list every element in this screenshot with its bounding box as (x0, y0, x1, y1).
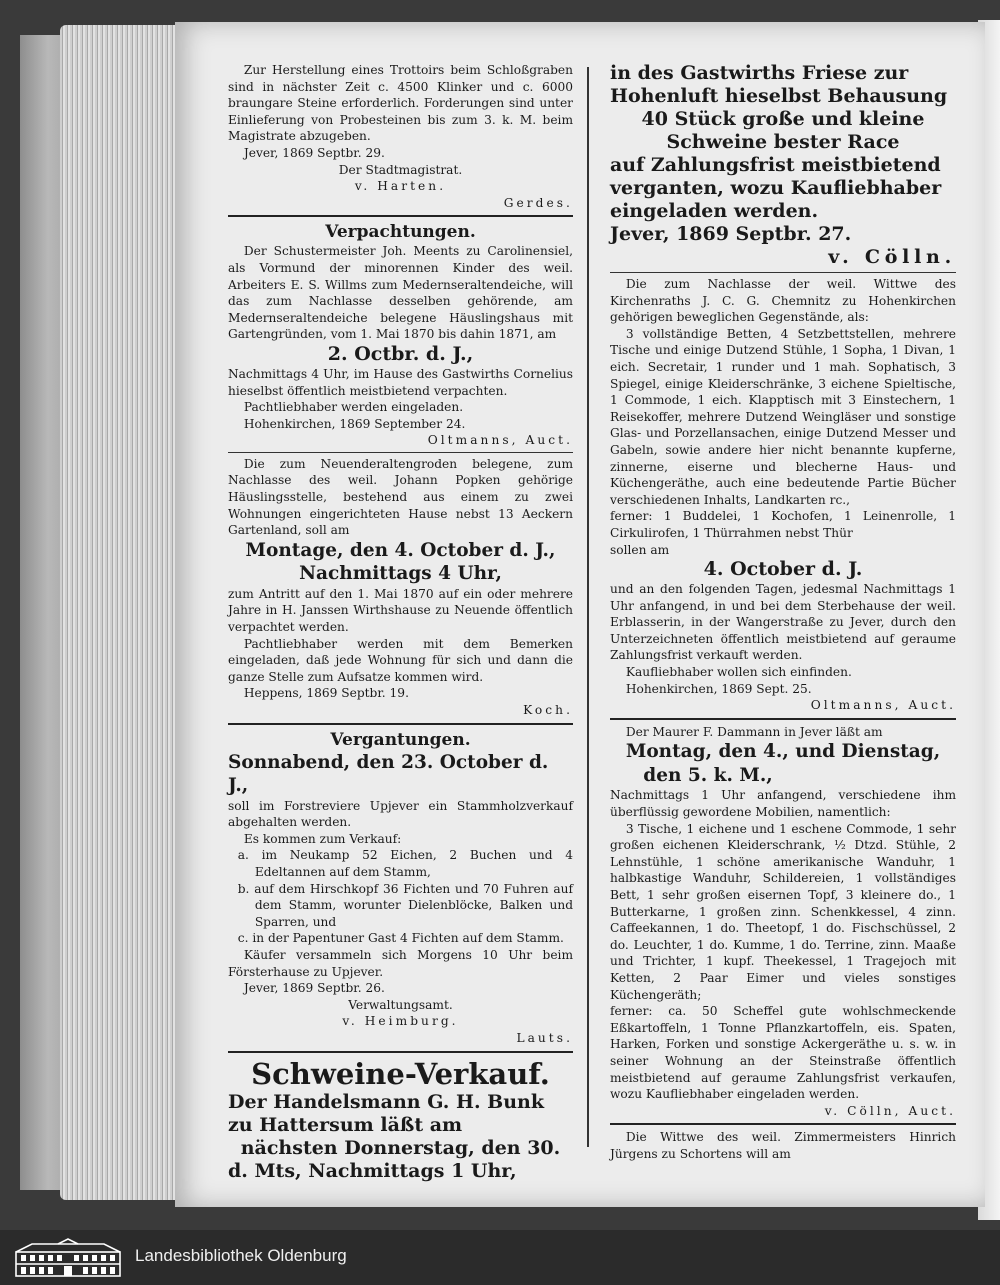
trottoir-notice-authority: Der Stadtmagistrat. (338, 162, 463, 177)
section-rule (610, 1123, 956, 1125)
pig-sale-cont-line2: 40 Stück große und kleine Schweine bester Race (641, 108, 925, 153)
footer-bar (0, 1230, 1000, 1285)
chemnitz-notice-ferner: ferner: 1 Buddelei, 1 Kochofen, 1 Leinenrolle, 1 Cirkulirofen, 1 Thürrahmen nebst Thür (610, 509, 956, 540)
dammann-notice-text: Nachmittags 1 Uhr anfangend, verschiedene ihm überflüssig gewordene Mobilien, namentlich: (610, 788, 956, 820)
forest-notice-name1: v. Heimburg. (342, 1014, 459, 1029)
section-rule (610, 718, 956, 720)
forest-notice-authority: Verwaltungsamt. (348, 997, 453, 1012)
meents-notice-invite: Pachtliebhaber werden eingeladen. (243, 400, 464, 415)
meents-notice-text: Der Schustermeister Joh. Meents zu Carolinensiel, als Vormund der minorennen Kinder des weil. Arbeiters E. S. Willms zum Medernseraltendeiche, will das zum Nachlasse desselben gehörende, am Medernseraltendeiche belegene Häuslingshaus mit Gartengründen, vom 1. Mai 1870 bis dahin 1871, am (228, 244, 573, 342)
trottoir-notice-date: Jever, 1869 Septbr. 29. (243, 145, 385, 160)
library-name: Landesbibliothek Oldenburg (135, 1246, 347, 1265)
popken-notice-text2: zum Antritt auf den 1. Mai 1870 auf ein oder mehrere Jahre in H. Janssen Wirthshause zu Neuende öffentlich verpachtet werden. (228, 586, 573, 635)
trottoir-notice-text: Zur Herstellung eines Trottoirs beim Schloßgraben sind in nächster Zeit c. 4500 Klinker und c. 6000 braungare Steine erforderlich. Forderungen sind unter Einlieferung von Probesteinen bis zum 3. k. M. beim Magistrate abzugeben. (228, 63, 573, 144)
trottoir-notice-name2: Gerdes. (503, 195, 573, 210)
popken-notice-place-date: Heppens, 1869 Septbr. 19. (243, 686, 409, 701)
forest-notice-intro: Es kommen zum Verkauf: (243, 831, 402, 846)
right-column (610, 62, 956, 1163)
pig-sale-cont-line1: in des Gastwirths Friese zur Hohenluft hieselbst Behausung (610, 62, 948, 107)
meents-notice-signature: Oltmanns, Auct. (427, 433, 573, 448)
forest-notice-item-c: c. in der Papentuner Gast 4 Fichten auf dem Stamm. (237, 931, 564, 946)
chemnitz-notice-date: 4. October d. J. (703, 558, 863, 581)
dammann-notice-signature: v. Cölln, Auct. (824, 1103, 956, 1118)
dammann-notice-date2: den 5. k. M., (643, 764, 773, 786)
left-column (228, 62, 573, 1183)
chemnitz-notice-invite: Kaufliebhaber wollen sich einfinden. (625, 665, 852, 680)
meents-notice-place-date: Hohenkirchen, 1869 September 24. (243, 416, 466, 431)
juergens-notice-text: Die Wittwe des weil. Zimmermeisters Hinrich Jürgens zu Schortens will am (610, 1130, 956, 1161)
dammann-notice-date1: Montag, den 4., und Dienstag, (625, 741, 941, 763)
pig-sale-line4: d. Mts, Nachmittags 1 Uhr, (228, 1159, 517, 1182)
forest-notice-date-line: Jever, 1869 Septbr. 26. (243, 981, 385, 996)
forest-notice-date: Sonnabend, den 23. October d. J., (228, 751, 549, 797)
forest-notice-meeting: Käufer versammeln sich Morgens 10 Uhr beim Försterhause zu Upjever. (228, 947, 573, 979)
notice-rule (610, 272, 956, 273)
section-rule (228, 215, 573, 217)
pig-sale-cont-date: Jever, 1869 Septbr. 27. (610, 223, 852, 245)
chemnitz-notice-sollen: sollen am (610, 542, 670, 557)
dammann-notice-intro: Der Maurer F. Dammann in Jever läßt am (625, 724, 883, 739)
chemnitz-notice-items: 3 vollständige Betten, 4 Setzbettstellen, mehrere Tische und einige Dutzend Stühle, 1 Sopha, 1 Divan, 1 eich. Secretair, 1 runder und 1 mah. Sophatisch, 3 Spiegel, einige Kleiderschränke, 3 eichene Spieltische, 1 Commode, 1 eich. Klapptisch mit 3 Einstechern, 1 Reisekoffer, mehrere Dutzend Weingläser und sonstige Glas- und Porzellansachen, einige Dutzend Messer und Gabeln, sowie andere hier nicht benannte kupferne, zinnerne, eiserne und blecherne Haus- und Küchengeräthe, auch eine bedeutende Partie Bücher verschiedenen Inhalts, Landkarten rc., (610, 326, 956, 507)
notice-rule (228, 452, 573, 453)
forest-notice-item-a: a. im Neukamp 52 Eichen, 2 Buchen und 4 Edeltannen auf dem Stamm, (237, 848, 573, 879)
heading-pig-sale: Schweine-Verkauf. (251, 1056, 550, 1091)
section-rule (228, 1051, 573, 1053)
section-rule (228, 723, 573, 725)
book-page-edges (60, 25, 180, 1200)
pig-sale-line3: nächsten Donnerstag, den 30. (240, 1136, 561, 1159)
forest-notice-text: soll im Forstreviere Upjever ein Stammholzverkauf abgehalten werden. (228, 798, 573, 830)
pig-sale-cont-line3: auf Zahlungsfrist meistbietend verganten, wozu Kaufliebhaber eingeladen werden. (610, 154, 942, 222)
popken-notice-text: Die zum Neuenderaltengroden belegene, zum Nachlasse des weil. Johann Popken gehörige Häuslingsstelle, bestehend aus einem zu zwei Wohnungen eingerichteten Hause nebst 13 Aeckern Gartenland, soll am (228, 456, 573, 538)
popken-notice-date2: Nachmittags 4 Uhr, (299, 563, 502, 585)
meents-notice-date: 2. Octbr. d. J., (327, 342, 474, 365)
popken-notice-date1: Montage, den 4. October d. J., (245, 539, 556, 561)
column-divider (587, 67, 589, 1147)
newspaper-page (175, 22, 985, 1207)
dammann-notice-ferner: ferner: ca. 50 Scheffel gute wohlschmeckende Eßkartoffeln, 1 Tonne Pflanzkartoffeln, eis. Spaten, Harken, Forken und sonstige Ackergeräthe u. s. w. in seiner Wohnung an der Steinstraße öffentlich meistbietend auf geraume Zahlungsfrist verkaufen, wozu Kaufliebhaber eingeladen werden. (610, 1004, 956, 1102)
forest-notice-item-b: b. auf dem Hirschkopf 36 Fichten und 70 Fuhren auf dem Stamm, worunter Dielenblöcke, Balken und Sparren, und (237, 881, 573, 929)
meents-notice-text2: Nachmittags 4 Uhr, im Hause des Gastwirths Cornelius hieselbst öffentlich meistbietend verpachten. (228, 366, 573, 398)
pig-sale-cont-signature: v. Cölln. (828, 246, 956, 268)
heading-auctions: Vergantungen. (330, 729, 471, 750)
popken-notice-text3: Pachtliebhaber werden mit dem Bemerken eingeladen, daß jede Wohnung für sich und dann die ganze Stelle zum Aufsatze kommen wird. (228, 636, 573, 684)
heading-leases: Verpachtungen. (325, 222, 476, 243)
library-building-icon (12, 1238, 124, 1278)
chemnitz-notice-text: Die zum Nachlasse der weil. Wittwe des Kirchenraths J. C. G. Chemnitz zu Hohenkirchen gehörigen beweglichen Gegenstände, als: (610, 277, 956, 325)
pig-sale-line1: Der Handelsmann G. H. Bunk (228, 1090, 545, 1113)
chemnitz-notice-text2: und an den folgenden Tagen, jedesmal Nachmittags 1 Uhr anfangend, in und bei dem Sterbehause der weil. Erblasserin, in der Wangerstraße zu Jever, durch den Unterzeichneten öffentlich meistbietend auf geraume Zahlungsfrist verkauft werden. (610, 582, 956, 663)
trottoir-notice-name1: v. Harten. (354, 179, 447, 194)
pig-sale-line2: zu Hattersum läßt am (228, 1113, 463, 1136)
popken-notice-signature: Koch. (523, 703, 573, 717)
dammann-notice-items: 3 Tische, 1 eichene und 1 eschene Commode, 1 sehr großen eichenen Kleiderschrank, ½ Dtzd. Stühle, 2 Lehnstühle, 1 schöne amerikanische Wanduhr, 1 halbkastige Wanduhr, Schildereien, 1 vollständiges Bett, 1 sehr großen eisernen Topf, 3 kleinere do., 1 Butterkarne, 1 großen zinn. Schenkkessel, 4 zinn. Caffeekannen, 1 do. Theetopf, 1 do. Fischschüssel, 2 do. Leuchter, 1 do. Kumme, 1 do. Terrine, zinn. Maaße und Trichter, 1 kupf. Theekessel, 1 Tragejoch mit Ketten, 2 Paar Eimer und vieles sonstiges Küchengeräth; (610, 821, 956, 1002)
chemnitz-notice-place-date: Hohenkirchen, 1869 Sept. 25. (625, 681, 812, 696)
forest-notice-name2: Lauts. (516, 1030, 573, 1045)
chemnitz-notice-signature: Oltmanns, Auct. (810, 698, 956, 713)
